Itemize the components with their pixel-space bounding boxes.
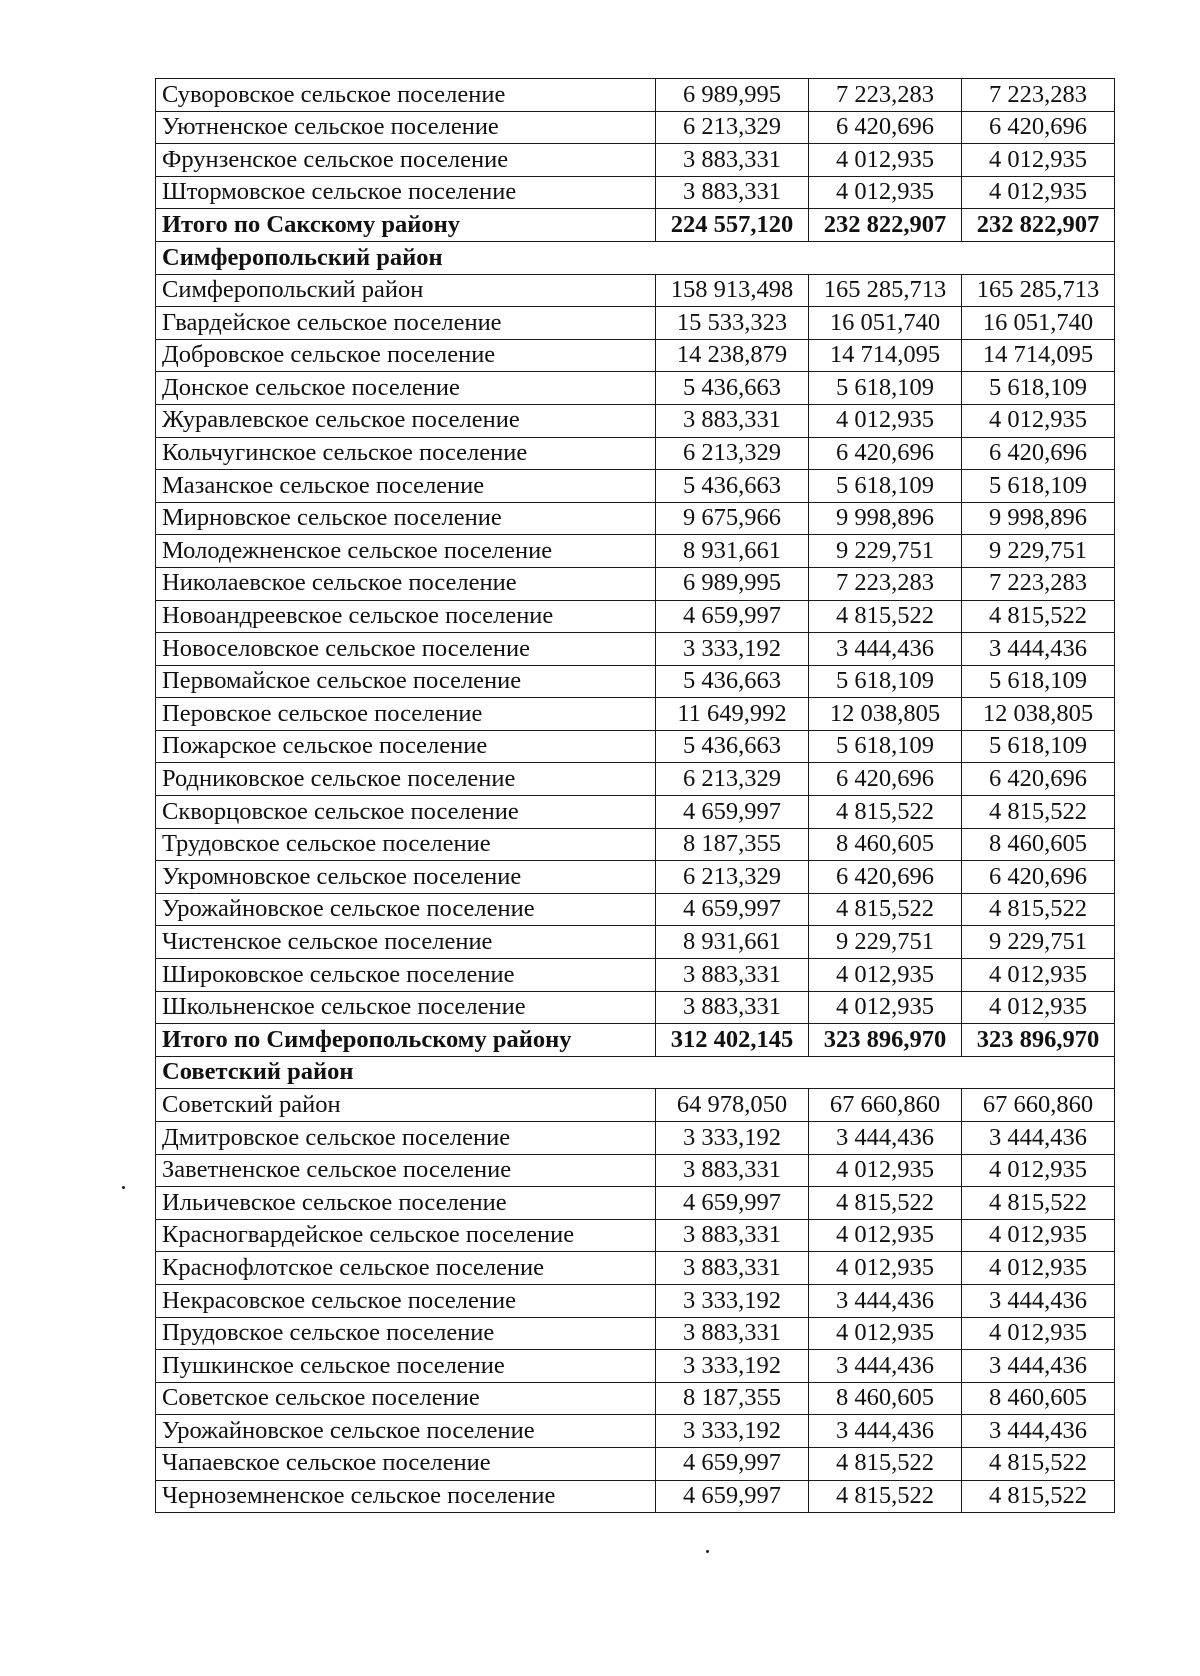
- table-row: [156, 665, 1115, 698]
- table-row: [156, 1187, 1115, 1220]
- table-row: [156, 633, 1115, 666]
- table-row: [156, 567, 1115, 600]
- amount-cell-3: 5 618,109: [962, 470, 1115, 503]
- amount-cell-1: 224 557,120: [656, 209, 809, 242]
- table-row: [156, 437, 1115, 470]
- amount-cell-3: 8 460,605: [962, 828, 1115, 861]
- table-row: [156, 698, 1115, 731]
- table-row: [156, 763, 1115, 796]
- amount-cell-1: 6 989,995: [656, 567, 809, 600]
- amount-cell-1: 3 883,331: [656, 959, 809, 992]
- amount-cell-3: 7 223,283: [962, 567, 1115, 600]
- amount-cell-2: 6 420,696: [809, 111, 962, 144]
- amount-cell-2: 4 815,522: [809, 1480, 962, 1513]
- amount-cell-2: 5 618,109: [809, 470, 962, 503]
- amount-cell-2: 6 420,696: [809, 437, 962, 470]
- amount-cell-3: 4 815,522: [962, 893, 1115, 926]
- amount-cell-3: 323 896,970: [962, 1024, 1115, 1057]
- amount-cell-3: 3 444,436: [962, 1122, 1115, 1155]
- table-row: [156, 176, 1115, 209]
- section-header-row: [156, 1056, 1115, 1089]
- settlement-name-cell: Краснофлотское сельское поселение: [156, 1252, 656, 1285]
- amount-cell-2: 7 223,283: [809, 567, 962, 600]
- settlement-name-cell: Николаевское сельское поселение: [156, 567, 656, 600]
- amount-cell-3: 4 815,522: [962, 600, 1115, 633]
- section-header-row: [156, 241, 1115, 274]
- settlement-name-cell: Ильичевское сельское поселение: [156, 1187, 656, 1220]
- settlement-name-cell: Школьненское сельское поселение: [156, 991, 656, 1024]
- amount-cell-3: 4 815,522: [962, 1187, 1115, 1220]
- amount-cell-1: 8 931,661: [656, 926, 809, 959]
- amount-cell-2: 4 012,935: [809, 144, 962, 177]
- settlement-name-cell: Штормовское сельское поселение: [156, 176, 656, 209]
- amount-cell-1: 5 436,663: [656, 730, 809, 763]
- table-row: [156, 926, 1115, 959]
- total-row: [156, 1024, 1115, 1057]
- amount-cell-3: 14 714,095: [962, 339, 1115, 372]
- amount-cell-2: 4 012,935: [809, 1317, 962, 1350]
- table-row: [156, 1480, 1115, 1513]
- amount-cell-3: 165 285,713: [962, 274, 1115, 307]
- table-row: [156, 144, 1115, 177]
- table-row: [156, 828, 1115, 861]
- amount-cell-2: 5 618,109: [809, 372, 962, 405]
- amount-cell-1: 4 659,997: [656, 1447, 809, 1480]
- amount-cell-3: 4 815,522: [962, 1480, 1115, 1513]
- settlement-name-cell: Некрасовское сельское поселение: [156, 1284, 656, 1317]
- table-row: [156, 959, 1115, 992]
- settlement-name-cell: Мазанское сельское поселение: [156, 470, 656, 503]
- amount-cell-1: 8 187,355: [656, 828, 809, 861]
- amount-cell-3: 3 444,436: [962, 1284, 1115, 1317]
- amount-cell-2: 3 444,436: [809, 633, 962, 666]
- settlement-name-cell: Первомайское сельское поселение: [156, 665, 656, 698]
- amount-cell-1: 6 213,329: [656, 763, 809, 796]
- amount-cell-1: 3 883,331: [656, 1317, 809, 1350]
- table-row: [156, 535, 1115, 568]
- settlement-name-cell: Советский район: [156, 1089, 656, 1122]
- amount-cell-1: 4 659,997: [656, 1480, 809, 1513]
- amount-cell-1: 3 333,192: [656, 633, 809, 666]
- amount-cell-1: 3 883,331: [656, 144, 809, 177]
- amount-cell-1: 3 333,192: [656, 1350, 809, 1383]
- table-row: [156, 111, 1115, 144]
- table-row: [156, 274, 1115, 307]
- settlement-name-cell: Итого по Сакскому району: [156, 209, 656, 242]
- amount-cell-1: 312 402,145: [656, 1024, 809, 1057]
- amount-cell-1: 11 649,992: [656, 698, 809, 731]
- amount-cell-2: 4 815,522: [809, 1447, 962, 1480]
- amount-cell-1: 3 883,331: [656, 404, 809, 437]
- settlement-name-cell: Мирновское сельское поселение: [156, 502, 656, 535]
- settlement-name-cell: Молодежненское сельское поселение: [156, 535, 656, 568]
- amount-cell-3: 4 815,522: [962, 1447, 1115, 1480]
- settlement-name-cell: Чапаевское сельское поселение: [156, 1447, 656, 1480]
- table-row: [156, 1415, 1115, 1448]
- amount-cell-2: 165 285,713: [809, 274, 962, 307]
- amount-cell-1: 5 436,663: [656, 665, 809, 698]
- amount-cell-1: 3 333,192: [656, 1415, 809, 1448]
- amount-cell-3: 6 420,696: [962, 111, 1115, 144]
- amount-cell-1: 5 436,663: [656, 372, 809, 405]
- amount-cell-2: 9 229,751: [809, 926, 962, 959]
- settlement-name-cell: Уютненское сельское поселение: [156, 111, 656, 144]
- amount-cell-1: 3 333,192: [656, 1122, 809, 1155]
- settlement-name-cell: Урожайновское сельское поселение: [156, 1415, 656, 1448]
- settlement-name-cell: Новоандреевское сельское поселение: [156, 600, 656, 633]
- amount-cell-1: 3 883,331: [656, 1219, 809, 1252]
- table-row: [156, 1154, 1115, 1187]
- amount-cell-3: 5 618,109: [962, 730, 1115, 763]
- amount-cell-1: 6 989,995: [656, 79, 809, 112]
- settlement-name-cell: Широковское сельское поселение: [156, 959, 656, 992]
- amount-cell-2: 9 229,751: [809, 535, 962, 568]
- amount-cell-2: 3 444,436: [809, 1415, 962, 1448]
- amount-cell-3: 3 444,436: [962, 1415, 1115, 1448]
- amount-cell-2: 4 815,522: [809, 893, 962, 926]
- amount-cell-1: 3 883,331: [656, 176, 809, 209]
- settlement-name-cell: Суворовское сельское поселение: [156, 79, 656, 112]
- table-row: [156, 730, 1115, 763]
- amount-cell-3: 4 012,935: [962, 1219, 1115, 1252]
- amount-cell-1: 4 659,997: [656, 893, 809, 926]
- amount-cell-1: 6 213,329: [656, 111, 809, 144]
- amount-cell-3: 8 460,605: [962, 1382, 1115, 1415]
- amount-cell-3: 9 229,751: [962, 926, 1115, 959]
- amount-cell-2: 323 896,970: [809, 1024, 962, 1057]
- amount-cell-1: 15 533,323: [656, 307, 809, 340]
- amount-cell-2: 9 998,896: [809, 502, 962, 535]
- amount-cell-3: 12 038,805: [962, 698, 1115, 731]
- settlement-name-cell: Пожарское сельское поселение: [156, 730, 656, 763]
- settlement-name-cell: Фрунзенское сельское поселение: [156, 144, 656, 177]
- amount-cell-2: 67 660,860: [809, 1089, 962, 1122]
- amount-cell-2: 6 420,696: [809, 763, 962, 796]
- table-body: [156, 79, 1115, 1513]
- amount-cell-2: 232 822,907: [809, 209, 962, 242]
- settlement-name-cell: Перовское сельское поселение: [156, 698, 656, 731]
- table-row: [156, 1122, 1115, 1155]
- amount-cell-3: 4 012,935: [962, 1154, 1115, 1187]
- table-row: [156, 307, 1115, 340]
- settlement-name-cell: Новоселовское сельское поселение: [156, 633, 656, 666]
- amount-cell-2: 8 460,605: [809, 1382, 962, 1415]
- amount-cell-3: 7 223,283: [962, 79, 1115, 112]
- table-row: [156, 1350, 1115, 1383]
- amount-cell-2: 12 038,805: [809, 698, 962, 731]
- settlement-name-cell: Пушкинское сельское поселение: [156, 1350, 656, 1383]
- section-title: Симферопольский район: [156, 241, 1115, 274]
- amount-cell-2: 6 420,696: [809, 861, 962, 894]
- table-row: [156, 991, 1115, 1024]
- settlement-name-cell: Гвардейское сельское поселение: [156, 307, 656, 340]
- table-row: [156, 1089, 1115, 1122]
- amount-cell-3: 67 660,860: [962, 1089, 1115, 1122]
- amount-cell-2: 3 444,436: [809, 1284, 962, 1317]
- amount-cell-3: 4 815,522: [962, 796, 1115, 829]
- amount-cell-1: 4 659,997: [656, 1187, 809, 1220]
- settlement-name-cell: Дмитровское сельское поселение: [156, 1122, 656, 1155]
- amount-cell-3: 6 420,696: [962, 763, 1115, 796]
- amount-cell-2: 5 618,109: [809, 665, 962, 698]
- amount-cell-3: 9 998,896: [962, 502, 1115, 535]
- amount-cell-3: 3 444,436: [962, 633, 1115, 666]
- amount-cell-2: 7 223,283: [809, 79, 962, 112]
- amount-cell-3: 5 618,109: [962, 372, 1115, 405]
- table-row: [156, 600, 1115, 633]
- amount-cell-1: 4 659,997: [656, 600, 809, 633]
- settlement-name-cell: Скворцовское сельское поселение: [156, 796, 656, 829]
- settlement-name-cell: Симферопольский район: [156, 274, 656, 307]
- table-row: [156, 470, 1115, 503]
- table-row: [156, 1317, 1115, 1350]
- settlement-name-cell: Донское сельское поселение: [156, 372, 656, 405]
- scan-speck: [122, 1186, 125, 1189]
- amount-cell-2: 4 012,935: [809, 1219, 962, 1252]
- amount-cell-1: 8 931,661: [656, 535, 809, 568]
- amount-cell-3: 4 012,935: [962, 176, 1115, 209]
- amount-cell-2: 4 012,935: [809, 959, 962, 992]
- amount-cell-3: 4 012,935: [962, 1252, 1115, 1285]
- amount-cell-2: 4 815,522: [809, 796, 962, 829]
- amount-cell-1: 3 333,192: [656, 1284, 809, 1317]
- amount-cell-3: 4 012,935: [962, 404, 1115, 437]
- settlement-name-cell: Итого по Симферопольскому району: [156, 1024, 656, 1057]
- amount-cell-1: 4 659,997: [656, 796, 809, 829]
- amount-cell-2: 5 618,109: [809, 730, 962, 763]
- table-row: [156, 1447, 1115, 1480]
- amount-cell-2: 4 012,935: [809, 404, 962, 437]
- settlement-name-cell: Советское сельское поселение: [156, 1382, 656, 1415]
- budget-table: [155, 78, 1115, 1513]
- amount-cell-2: 4 012,935: [809, 176, 962, 209]
- amount-cell-1: 9 675,966: [656, 502, 809, 535]
- section-title: Советский район: [156, 1056, 1115, 1089]
- table-row: [156, 1219, 1115, 1252]
- amount-cell-2: 14 714,095: [809, 339, 962, 372]
- amount-cell-3: 4 012,935: [962, 144, 1115, 177]
- amount-cell-3: 3 444,436: [962, 1350, 1115, 1383]
- settlement-name-cell: Родниковское сельское поселение: [156, 763, 656, 796]
- total-row: [156, 209, 1115, 242]
- table-row: [156, 861, 1115, 894]
- settlement-name-cell: Журавлевское сельское поселение: [156, 404, 656, 437]
- settlement-name-cell: Кольчугинское сельское поселение: [156, 437, 656, 470]
- amount-cell-3: 5 618,109: [962, 665, 1115, 698]
- scan-speck: [706, 1550, 709, 1553]
- amount-cell-1: 3 883,331: [656, 1154, 809, 1187]
- table-row: [156, 1382, 1115, 1415]
- table-row: [156, 893, 1115, 926]
- amount-cell-1: 6 213,329: [656, 437, 809, 470]
- amount-cell-3: 6 420,696: [962, 861, 1115, 894]
- amount-cell-3: 4 012,935: [962, 991, 1115, 1024]
- table-row: [156, 372, 1115, 405]
- table-row: [156, 1284, 1115, 1317]
- amount-cell-2: 3 444,436: [809, 1350, 962, 1383]
- amount-cell-3: 6 420,696: [962, 437, 1115, 470]
- amount-cell-3: 4 012,935: [962, 1317, 1115, 1350]
- table-row: [156, 339, 1115, 372]
- amount-cell-2: 16 051,740: [809, 307, 962, 340]
- table-row: [156, 79, 1115, 112]
- settlement-name-cell: Черноземненское сельское поселение: [156, 1480, 656, 1513]
- settlement-name-cell: Урожайновское сельское поселение: [156, 893, 656, 926]
- amount-cell-2: 4 012,935: [809, 1252, 962, 1285]
- table-row: [156, 796, 1115, 829]
- table-row: [156, 502, 1115, 535]
- amount-cell-1: 3 883,331: [656, 991, 809, 1024]
- amount-cell-1: 14 238,879: [656, 339, 809, 372]
- amount-cell-1: 5 436,663: [656, 470, 809, 503]
- amount-cell-3: 16 051,740: [962, 307, 1115, 340]
- settlement-name-cell: Красногвардейское сельское поселение: [156, 1219, 656, 1252]
- amount-cell-3: 9 229,751: [962, 535, 1115, 568]
- settlement-name-cell: Укромновское сельское поселение: [156, 861, 656, 894]
- amount-cell-2: 3 444,436: [809, 1122, 962, 1155]
- amount-cell-2: 8 460,605: [809, 828, 962, 861]
- amount-cell-1: 3 883,331: [656, 1252, 809, 1285]
- amount-cell-1: 6 213,329: [656, 861, 809, 894]
- settlement-name-cell: Добровское сельское поселение: [156, 339, 656, 372]
- table-row: [156, 1252, 1115, 1285]
- settlement-name-cell: Трудовское сельское поселение: [156, 828, 656, 861]
- settlement-name-cell: Прудовское сельское поселение: [156, 1317, 656, 1350]
- settlement-name-cell: Заветненское сельское поселение: [156, 1154, 656, 1187]
- amount-cell-2: 4 012,935: [809, 1154, 962, 1187]
- amount-cell-2: 4 012,935: [809, 991, 962, 1024]
- amount-cell-1: 158 913,498: [656, 274, 809, 307]
- amount-cell-2: 4 815,522: [809, 1187, 962, 1220]
- amount-cell-1: 8 187,355: [656, 1382, 809, 1415]
- table-row: [156, 404, 1115, 437]
- amount-cell-2: 4 815,522: [809, 600, 962, 633]
- amount-cell-1: 64 978,050: [656, 1089, 809, 1122]
- settlement-name-cell: Чистенское сельское поселение: [156, 926, 656, 959]
- amount-cell-3: 4 012,935: [962, 959, 1115, 992]
- amount-cell-3: 232 822,907: [962, 209, 1115, 242]
